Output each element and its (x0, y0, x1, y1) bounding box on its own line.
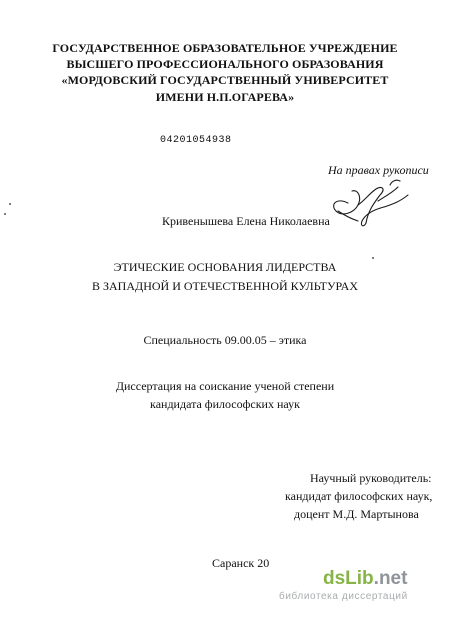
institution-line-2: ВЫСШЕГО ПРОФЕССИОНАЛЬНОГО ОБРАЗОВАНИЯ (66, 57, 384, 71)
scan-speck (372, 257, 374, 259)
watermark-logo (323, 568, 407, 590)
dissertation-title-line-1: ЭТИЧЕСКИЕ ОСНОВАНИЯ ЛИДЕРСТВА (113, 260, 337, 274)
dissertation-title-line-2: В ЗАПАДНОЙ И ОТЕЧЕСТВЕННОЙ КУЛЬТУРАХ (92, 279, 358, 293)
supervisor-label: Научный руководитель: (310, 471, 432, 485)
scan-speck (4, 213, 6, 215)
scan-speck (9, 203, 11, 205)
signature-image (318, 175, 420, 231)
watermark-logo-suffix: .net (373, 568, 408, 589)
registry-number: 04201054938 (160, 135, 232, 146)
institution-line-1: ГОСУДАРСТВЕННОЕ ОБРАЗОВАТЕЛЬНОЕ УЧРЕЖДЕНИЕ (52, 41, 398, 55)
manuscript-note: На правах рукописи (328, 163, 429, 177)
specialty-line: Специальность 09.00.05 – этика (143, 333, 307, 347)
supervisor-name: доцент М.Д. Мартынова (294, 507, 419, 521)
degree-line-1: Диссертация на соискание ученой степени (115, 379, 335, 393)
institution-line-4: ИМЕНИ Н.П.ОГАРЕВА» (155, 90, 295, 104)
degree-line-2: кандидата философских наук (150, 397, 300, 411)
institution-line-3: «МОРДОВСКИЙ ГОСУДАРСТВЕННЫЙ УНИВЕРСИТЕТ (61, 73, 389, 87)
city-year: Саранск 20 (212, 556, 270, 570)
watermark-logo-main: dsLib (323, 568, 374, 589)
author-name: Кривенышева Елена Николаевна (162, 214, 330, 228)
watermark-subtitle: библиотека диссертаций (279, 591, 408, 602)
supervisor-degree: кандидат философских наук, (285, 489, 433, 503)
